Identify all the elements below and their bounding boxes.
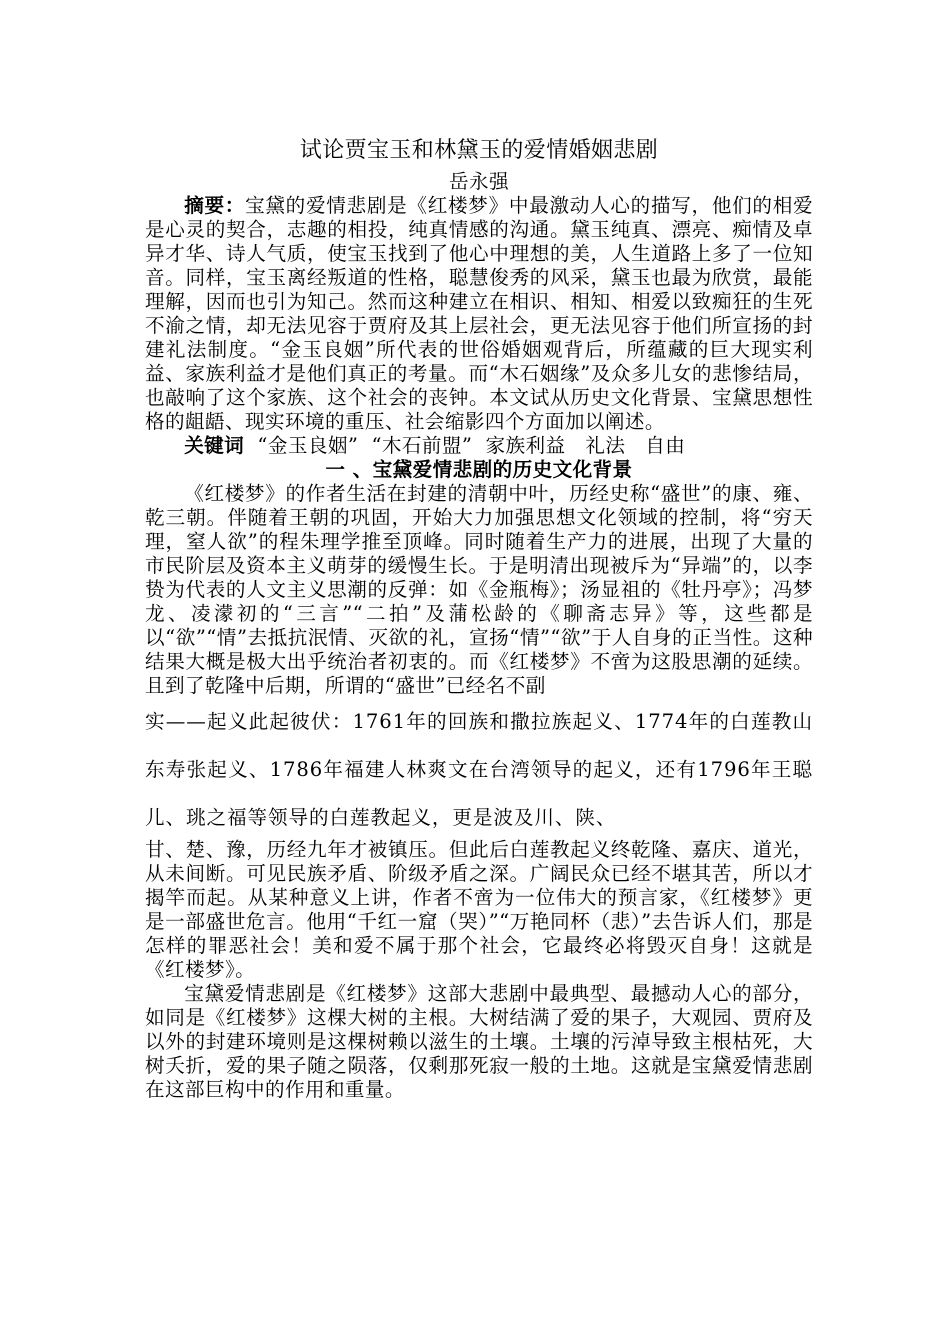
page-title: 试论贾宝玉和林黛玉的爱情婚姻悲剧 [299,138,659,163]
document-body [145,136,813,1102]
keywords-label: 关键词 [184,434,245,457]
body-paragraph-1b: 实——起义此起彼伏：1761年的回族和撒拉族起义、1774年的白莲教山东寿张起义、1786年福建人林爽文在台湾领导的起义，还有1796年王聪儿、珧之福等领导的白莲教起义，更是波及川、陕、 [145,710,813,829]
body-paragraph-2: 宝黛爱情悲剧是《红楼梦》这部大悲剧中最典型、最撼动人心的部分，如同是《红楼梦》这棵大树的主根。大树结满了爱的果子，大观园、贾府及以外的封建环境则是这棵树赖以滋生的土壤。土壤的污淖导致主根枯死，大树夭折，爱的果子随之陨落，仅剩那死寂一般的土地。这就是宝黛爱情悲剧在这部巨构中的作用和重量。 [145,982,813,1101]
author-name: 岳永强 [449,170,509,193]
body-paragraph-1a: 《红楼梦》的作者生活在封建的清朝中叶，历经史称“盛世”的康、雍、乾三朝。伴随着王朝的巩固，开始大力加强思想文化领域的控制，将“穷天理，窒人欲”的程朱理学推至顶峰。同时随着生产力的进展，出现了大量的市民阶层及资本主义萌芽的缓慢生长。于是明清出现被斥为“异端”的，以李贽为代表的人文主义思潮的反弹：如《金瓶梅》；汤显祖的《牡丹亭》；冯梦龙、凌濛初的“三言”“二拍”及蒲松龄的《聊斋志异》等，这些都是以“欲”“情”去抵抗泯情、灭欲的礼，宣扬“情”“欲”于人自身的正当性。这种结果大概是极大出乎统治者初衷的。而《红楼梦》不啻为这股思潮的延续。且到了乾隆中后期，所谓的“盛世”已经名不副 [145,482,813,697]
abstract-paragraph [145,194,813,434]
abstract-text: 宝黛的爱情悲剧是《红楼梦》中最激动人心的描写，他们的相爱是心灵的契合，志趣的相投，纯真情感的沟通。黛玉纯真、漂亮、痴情及卓异才华、诗人气质，使宝玉找到了他心中理想的美，人生道路上多了一位知音。同样，宝玉离经叛道的性格，聪慧俊秀的风采，黛玉也最为欣赏，最能理解，因而也引为知己。然而这种建立在相识、相知、相爱以致痴狂的生死不渝之情，却无法见容于贾府及其上层社会，更无法见容于他们所宣扬的封建礼法制度。“金玉良姻”所代表的世俗婚姻观背后，所蕴藏的巨大现实利益、家族利益才是他们真正的考量。而“木石姻缘”及众多儿女的悲惨结局，也敲响了这个家族、这个社会的丧钟。本文试从历史文化背景、宝黛思想性格的龃龉、现实环境的重压、社会缩影四个方面加以阐述。 [145,194,814,433]
keywords-line [145,434,813,458]
abstract-label: 摘要： [184,194,246,217]
keywords-text: “金玉良姻” “木石前盟” 家族利益 礼法 自由 [244,434,686,457]
section-heading: 一 、宝黛爱情悲剧的历史文化背景 [325,458,633,481]
body-paragraph-1c: 甘、楚、豫，历经九年才被镇压。但此后白莲教起义终乾隆、嘉庆、道光，从未间断。可见民族矛盾、阶级矛盾之深。广阔民众已经不堪其苦，所以才揭竿而起。从某种意义上讲，作者不啻为一位伟大的预言家，《红楼梦》更是一部盛世危言。他用“千红一窟（哭）”“万艳同杯（悲）”去告诉人们，那是怎样的罪恶社会！美和爱不属于那个社会，它最终必将毁灭自身！这就是《红楼梦》。 [145,838,813,981]
